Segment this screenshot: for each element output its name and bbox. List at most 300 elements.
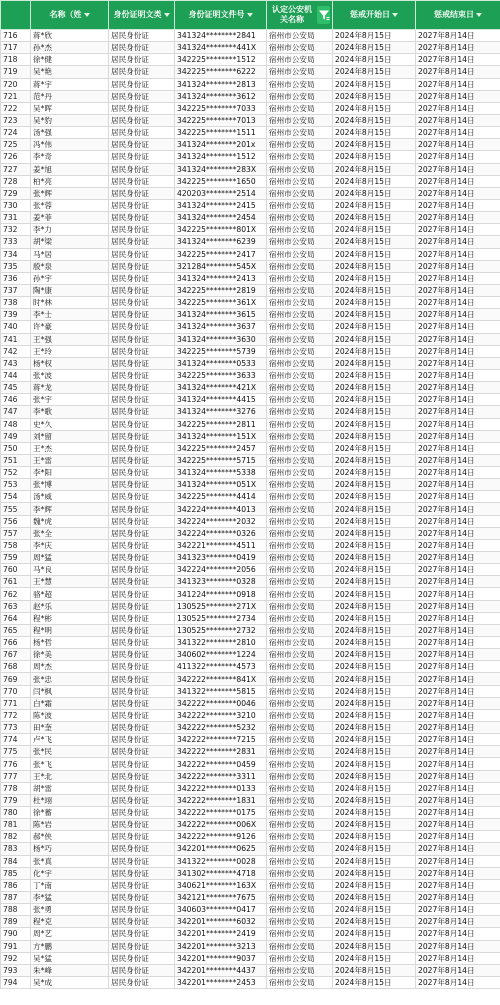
cell-start-date[interactable]: 2024年8月15日	[333, 891, 416, 903]
cell-authority[interactable]: 宿州市公安局	[267, 952, 333, 964]
table-row[interactable]	[1, 418, 500, 430]
cell-row-number[interactable]: 728	[1, 175, 31, 187]
cell-authority[interactable]: 宿州市公安局	[267, 321, 333, 333]
cell-row-number[interactable]: 790	[1, 928, 31, 940]
cell-authority[interactable]: 宿州市公安局	[267, 709, 333, 721]
cell-row-number[interactable]: 763	[1, 600, 31, 612]
table-row[interactable]	[1, 187, 500, 199]
cell-authority[interactable]: 宿州市公安局	[267, 369, 333, 381]
cell-row-number[interactable]: 743	[1, 357, 31, 369]
cell-end-date[interactable]: 2027年8月14日	[416, 163, 500, 175]
table-row[interactable]	[1, 42, 500, 54]
cell-person-name[interactable]: 周*猛	[31, 552, 109, 564]
cell-id-type[interactable]: 居民身份证	[109, 964, 175, 976]
table-row[interactable]	[1, 794, 500, 806]
cell-id-number[interactable]: 342222********006X	[175, 819, 267, 831]
cell-person-name[interactable]: 张*全	[31, 527, 109, 539]
table-row[interactable]	[1, 685, 500, 697]
cell-end-date[interactable]: 2027年8月14日	[416, 127, 500, 139]
cell-authority[interactable]: 宿州市公安局	[267, 212, 333, 224]
cell-person-name[interactable]: 闫*枫	[31, 685, 109, 697]
cell-id-type[interactable]: 居民身份证	[109, 78, 175, 90]
cell-id-type[interactable]: 居民身份证	[109, 163, 175, 175]
cell-id-number[interactable]: 342222********3210	[175, 709, 267, 721]
cell-authority[interactable]: 宿州市公安局	[267, 90, 333, 102]
cell-authority[interactable]: 宿州市公安局	[267, 552, 333, 564]
cell-authority[interactable]: 宿州市公安局	[267, 503, 333, 515]
cell-end-date[interactable]: 2027年8月14日	[416, 442, 500, 454]
table-row[interactable]	[1, 260, 500, 272]
cell-id-type[interactable]: 居民身份证	[109, 127, 175, 139]
table-row[interactable]	[1, 442, 500, 454]
cell-row-number[interactable]: 747	[1, 406, 31, 418]
cell-end-date[interactable]: 2027年8月14日	[416, 30, 500, 42]
cell-start-date[interactable]: 2024年8月15日	[333, 831, 416, 843]
cell-id-number[interactable]: 342121********7675	[175, 891, 267, 903]
cell-person-name[interactable]: 李*猛	[31, 891, 109, 903]
cell-id-type[interactable]: 居民身份证	[109, 879, 175, 891]
cell-person-name[interactable]: 张*忠	[31, 673, 109, 685]
cell-end-date[interactable]: 2027年8月14日	[416, 454, 500, 466]
cell-person-name[interactable]: 马*良	[31, 564, 109, 576]
cell-row-number[interactable]: 781	[1, 819, 31, 831]
cell-row-number[interactable]: 774	[1, 734, 31, 746]
table-row[interactable]	[1, 236, 500, 248]
cell-end-date[interactable]: 2027年8月14日	[416, 54, 500, 66]
cell-start-date[interactable]: 2024年8月15日	[333, 637, 416, 649]
cell-end-date[interactable]: 2027年8月14日	[416, 66, 500, 78]
table-row[interactable]	[1, 54, 500, 66]
cell-start-date[interactable]: 2024年8月15日	[333, 758, 416, 770]
cell-end-date[interactable]: 2027年8月14日	[416, 418, 500, 430]
cell-row-number[interactable]: 732	[1, 224, 31, 236]
cell-end-date[interactable]: 2027年8月14日	[416, 734, 500, 746]
header-end-date[interactable]	[416, 1, 500, 30]
table-row[interactable]	[1, 357, 500, 369]
cell-end-date[interactable]: 2027年8月14日	[416, 673, 500, 685]
cell-id-number[interactable]: 341322********2810	[175, 637, 267, 649]
cell-person-name[interactable]: 吴*豹	[31, 114, 109, 126]
cell-id-number[interactable]: 342222********0459	[175, 758, 267, 770]
table-row[interactable]	[1, 369, 500, 381]
cell-id-type[interactable]: 居民身份证	[109, 831, 175, 843]
cell-authority[interactable]: 宿州市公安局	[267, 382, 333, 394]
cell-id-type[interactable]: 居民身份证	[109, 734, 175, 746]
cell-end-date[interactable]: 2027年8月14日	[416, 879, 500, 891]
cell-id-number[interactable]: 341324********1512	[175, 151, 267, 163]
cell-start-date[interactable]: 2024年8月15日	[333, 297, 416, 309]
cell-start-date[interactable]: 2024年8月15日	[333, 212, 416, 224]
cell-row-number[interactable]: 773	[1, 722, 31, 734]
cell-authority[interactable]: 宿州市公安局	[267, 782, 333, 794]
table-row[interactable]	[1, 770, 500, 782]
cell-start-date[interactable]: 2024年8月15日	[333, 649, 416, 661]
cell-id-type[interactable]: 居民身份证	[109, 661, 175, 673]
cell-id-number[interactable]: 341323********0419	[175, 552, 267, 564]
table-row[interactable]	[1, 964, 500, 976]
cell-id-type[interactable]: 居民身份证	[109, 357, 175, 369]
cell-id-type[interactable]: 居民身份证	[109, 199, 175, 211]
cell-person-name[interactable]: 姜*菲	[31, 212, 109, 224]
cell-end-date[interactable]: 2027年8月14日	[416, 42, 500, 54]
cell-end-date[interactable]: 2027年8月14日	[416, 928, 500, 940]
cell-authority[interactable]: 宿州市公安局	[267, 175, 333, 187]
cell-authority[interactable]: 宿州市公安局	[267, 345, 333, 357]
table-row[interactable]	[1, 139, 500, 151]
cell-person-name[interactable]: 史*久	[31, 418, 109, 430]
cell-id-number[interactable]: 342222********5232	[175, 722, 267, 734]
cell-person-name[interactable]: 魏*虎	[31, 515, 109, 527]
cell-start-date[interactable]: 2024年8月15日	[333, 321, 416, 333]
chevron-down-icon[interactable]	[164, 13, 170, 17]
cell-row-number[interactable]: 762	[1, 588, 31, 600]
cell-end-date[interactable]: 2027年8月14日	[416, 151, 500, 163]
cell-end-date[interactable]: 2027年8月14日	[416, 527, 500, 539]
cell-id-number[interactable]: 342224********2056	[175, 564, 267, 576]
table-row[interactable]	[1, 734, 500, 746]
cell-start-date[interactable]: 2024年8月15日	[333, 819, 416, 831]
cell-start-date[interactable]: 2024年8月15日	[333, 175, 416, 187]
table-row[interactable]	[1, 673, 500, 685]
table-row[interactable]	[1, 333, 500, 345]
cell-id-number[interactable]: 341324********2413	[175, 272, 267, 284]
cell-start-date[interactable]: 2024年8月15日	[333, 139, 416, 151]
cell-end-date[interactable]: 2027年8月14日	[416, 114, 500, 126]
cell-id-type[interactable]: 居民身份证	[109, 454, 175, 466]
cell-id-type[interactable]: 居民身份证	[109, 904, 175, 916]
cell-start-date[interactable]: 2024年8月15日	[333, 612, 416, 624]
cell-row-number[interactable]: 784	[1, 855, 31, 867]
cell-start-date[interactable]: 2024年8月15日	[333, 697, 416, 709]
cell-authority[interactable]: 宿州市公安局	[267, 831, 333, 843]
cell-id-type[interactable]: 居民身份证	[109, 491, 175, 503]
cell-id-type[interactable]: 居民身份证	[109, 758, 175, 770]
cell-row-number[interactable]: 721	[1, 90, 31, 102]
cell-start-date[interactable]: 2024年8月15日	[333, 734, 416, 746]
cell-id-number[interactable]: 342201********2453	[175, 976, 267, 988]
cell-end-date[interactable]: 2027年8月14日	[416, 940, 500, 952]
cell-id-number[interactable]: 341324********2454	[175, 212, 267, 224]
cell-start-date[interactable]: 2024年8月15日	[333, 248, 416, 260]
cell-start-date[interactable]: 2024年8月15日	[333, 673, 416, 685]
cell-end-date[interactable]: 2027年8月14日	[416, 952, 500, 964]
cell-authority[interactable]: 宿州市公安局	[267, 637, 333, 649]
table-row[interactable]	[1, 782, 500, 794]
cell-authority[interactable]: 宿州市公安局	[267, 333, 333, 345]
table-row[interactable]	[1, 30, 500, 42]
cell-end-date[interactable]: 2027年8月14日	[416, 479, 500, 491]
cell-id-number[interactable]: 342225********2811	[175, 418, 267, 430]
cell-id-type[interactable]: 居民身份证	[109, 442, 175, 454]
cell-start-date[interactable]: 2024年8月15日	[333, 976, 416, 988]
cell-id-type[interactable]: 居民身份证	[109, 515, 175, 527]
cell-end-date[interactable]: 2027年8月14日	[416, 187, 500, 199]
cell-end-date[interactable]: 2027年8月14日	[416, 394, 500, 406]
table-row[interactable]	[1, 479, 500, 491]
cell-id-number[interactable]: 342225********1511	[175, 127, 267, 139]
cell-id-number[interactable]: 341324********5338	[175, 467, 267, 479]
cell-id-type[interactable]: 居民身份证	[109, 649, 175, 661]
cell-end-date[interactable]: 2027年8月14日	[416, 321, 500, 333]
cell-start-date[interactable]: 2024年8月15日	[333, 904, 416, 916]
cell-id-number[interactable]: 342201********3213	[175, 940, 267, 952]
cell-start-date[interactable]: 2024年8月15日	[333, 199, 416, 211]
table-row[interactable]	[1, 661, 500, 673]
cell-authority[interactable]: 宿州市公安局	[267, 224, 333, 236]
cell-person-name[interactable]: 姜*旭	[31, 163, 109, 175]
header-name[interactable]	[31, 1, 109, 30]
cell-person-name[interactable]: 王*雷	[31, 454, 109, 466]
cell-row-number[interactable]: 775	[1, 746, 31, 758]
cell-id-type[interactable]: 居民身份证	[109, 928, 175, 940]
cell-person-name[interactable]: 王*慧	[31, 576, 109, 588]
cell-id-number[interactable]: 342201********2419	[175, 928, 267, 940]
cell-id-number[interactable]: 341324********051X	[175, 479, 267, 491]
cell-authority[interactable]: 宿州市公安局	[267, 940, 333, 952]
cell-row-number[interactable]: 766	[1, 637, 31, 649]
cell-id-number[interactable]: 130525********271X	[175, 600, 267, 612]
chevron-down-icon[interactable]	[392, 13, 398, 17]
table-row[interactable]	[1, 916, 500, 928]
cell-authority[interactable]: 宿州市公安局	[267, 479, 333, 491]
cell-start-date[interactable]: 2024年8月15日	[333, 503, 416, 515]
cell-person-name[interactable]: 丁*南	[31, 879, 109, 891]
cell-authority[interactable]: 宿州市公安局	[267, 624, 333, 636]
cell-person-name[interactable]: 程*明	[31, 624, 109, 636]
cell-start-date[interactable]: 2024年8月15日	[333, 928, 416, 940]
cell-person-name[interactable]: 蒋*欣	[31, 30, 109, 42]
table-row[interactable]	[1, 952, 500, 964]
cell-row-number[interactable]: 746	[1, 394, 31, 406]
cell-authority[interactable]: 宿州市公安局	[267, 794, 333, 806]
cell-authority[interactable]: 宿州市公安局	[267, 564, 333, 576]
cell-authority[interactable]: 宿州市公安局	[267, 66, 333, 78]
cell-row-number[interactable]: 723	[1, 114, 31, 126]
cell-end-date[interactable]: 2027年8月14日	[416, 212, 500, 224]
cell-start-date[interactable]: 2024年8月15日	[333, 879, 416, 891]
cell-end-date[interactable]: 2027年8月14日	[416, 248, 500, 260]
cell-start-date[interactable]: 2024年8月15日	[333, 964, 416, 976]
cell-person-name[interactable]: 陈*岩	[31, 819, 109, 831]
cell-start-date[interactable]: 2024年8月15日	[333, 284, 416, 296]
cell-start-date[interactable]: 2024年8月15日	[333, 236, 416, 248]
cell-id-type[interactable]: 居民身份证	[109, 284, 175, 296]
cell-row-number[interactable]: 751	[1, 454, 31, 466]
cell-authority[interactable]: 宿州市公安局	[267, 139, 333, 151]
cell-end-date[interactable]: 2027年8月14日	[416, 406, 500, 418]
cell-person-name[interactable]: 蒋*宇	[31, 78, 109, 90]
table-row[interactable]	[1, 612, 500, 624]
cell-end-date[interactable]: 2027年8月14日	[416, 539, 500, 551]
cell-row-number[interactable]: 777	[1, 770, 31, 782]
cell-id-type[interactable]: 居民身份证	[109, 30, 175, 42]
cell-end-date[interactable]: 2027年8月14日	[416, 369, 500, 381]
cell-authority[interactable]: 宿州市公安局	[267, 309, 333, 321]
cell-row-number[interactable]: 748	[1, 418, 31, 430]
cell-row-number[interactable]: 791	[1, 940, 31, 952]
cell-start-date[interactable]: 2024年8月15日	[333, 394, 416, 406]
cell-authority[interactable]: 宿州市公安局	[267, 30, 333, 42]
cell-start-date[interactable]: 2024年8月15日	[333, 491, 416, 503]
cell-authority[interactable]: 宿州市公安局	[267, 418, 333, 430]
header-start-date[interactable]	[333, 1, 416, 30]
table-row[interactable]	[1, 321, 500, 333]
cell-id-number[interactable]: 342225********2457	[175, 442, 267, 454]
cell-authority[interactable]: 宿州市公安局	[267, 454, 333, 466]
cell-authority[interactable]: 宿州市公安局	[267, 260, 333, 272]
cell-id-type[interactable]: 居民身份证	[109, 369, 175, 381]
cell-id-type[interactable]: 居民身份证	[109, 807, 175, 819]
table-row[interactable]	[1, 940, 500, 952]
cell-person-name[interactable]: 化*宇	[31, 867, 109, 879]
cell-id-number[interactable]: 341324********151X	[175, 430, 267, 442]
cell-start-date[interactable]: 2024年8月15日	[333, 600, 416, 612]
cell-person-name[interactable]: 李*奇	[31, 151, 109, 163]
cell-person-name[interactable]: 田*奎	[31, 722, 109, 734]
cell-authority[interactable]: 宿州市公安局	[267, 187, 333, 199]
cell-start-date[interactable]: 2024年8月15日	[333, 588, 416, 600]
cell-authority[interactable]: 宿州市公安局	[267, 649, 333, 661]
cell-end-date[interactable]: 2027年8月14日	[416, 637, 500, 649]
cell-row-number[interactable]: 757	[1, 527, 31, 539]
table-row[interactable]	[1, 709, 500, 721]
cell-person-name[interactable]: 骆*超	[31, 588, 109, 600]
cell-end-date[interactable]: 2027年8月14日	[416, 552, 500, 564]
table-row[interactable]	[1, 212, 500, 224]
cell-authority[interactable]: 宿州市公安局	[267, 151, 333, 163]
cell-person-name[interactable]: 殷*泉	[31, 260, 109, 272]
cell-person-name[interactable]: 吴*猛	[31, 952, 109, 964]
cell-person-name[interactable]: 马*居	[31, 248, 109, 260]
cell-start-date[interactable]: 2024年8月15日	[333, 855, 416, 867]
cell-id-number[interactable]: 341324********3612	[175, 90, 267, 102]
cell-id-number[interactable]: 342225********6222	[175, 66, 267, 78]
cell-authority[interactable]: 宿州市公安局	[267, 199, 333, 211]
cell-id-type[interactable]: 居民身份证	[109, 952, 175, 964]
table-row[interactable]	[1, 637, 500, 649]
cell-authority[interactable]: 宿州市公安局	[267, 42, 333, 54]
cell-id-number[interactable]: 340602********1224	[175, 649, 267, 661]
cell-person-name[interactable]: 张*民	[31, 746, 109, 758]
cell-person-name[interactable]: 周*艺	[31, 928, 109, 940]
cell-row-number[interactable]: 769	[1, 673, 31, 685]
cell-end-date[interactable]: 2027年8月14日	[416, 819, 500, 831]
cell-authority[interactable]: 宿州市公安局	[267, 734, 333, 746]
table-row[interactable]	[1, 163, 500, 175]
cell-start-date[interactable]: 2024年8月15日	[333, 442, 416, 454]
cell-id-type[interactable]: 居民身份证	[109, 722, 175, 734]
table-row[interactable]	[1, 515, 500, 527]
cell-end-date[interactable]: 2027年8月14日	[416, 260, 500, 272]
cell-id-type[interactable]: 居民身份证	[109, 552, 175, 564]
cell-start-date[interactable]: 2024年8月15日	[333, 78, 416, 90]
cell-id-type[interactable]: 居民身份证	[109, 976, 175, 988]
cell-id-type[interactable]: 居民身份证	[109, 503, 175, 515]
cell-authority[interactable]: 宿州市公安局	[267, 406, 333, 418]
table-row[interactable]	[1, 503, 500, 515]
cell-row-number[interactable]: 750	[1, 442, 31, 454]
cell-row-number[interactable]: 740	[1, 321, 31, 333]
cell-authority[interactable]: 宿州市公安局	[267, 127, 333, 139]
cell-person-name[interactable]: 王*玲	[31, 345, 109, 357]
cell-row-number[interactable]: 722	[1, 102, 31, 114]
cell-person-name[interactable]: 孙*宇	[31, 272, 109, 284]
cell-row-number[interactable]: 735	[1, 260, 31, 272]
cell-id-type[interactable]: 居民身份证	[109, 187, 175, 199]
cell-start-date[interactable]: 2024年8月15日	[333, 30, 416, 42]
cell-id-type[interactable]: 居民身份证	[109, 90, 175, 102]
table-row[interactable]	[1, 406, 500, 418]
table-row[interactable]	[1, 527, 500, 539]
cell-id-number[interactable]: 342225********7013	[175, 114, 267, 126]
cell-id-number[interactable]: 342225********5739	[175, 345, 267, 357]
cell-end-date[interactable]: 2027年8月14日	[416, 612, 500, 624]
table-row[interactable]	[1, 297, 500, 309]
table-row[interactable]	[1, 855, 500, 867]
cell-end-date[interactable]: 2027年8月14日	[416, 831, 500, 843]
cell-authority[interactable]: 宿州市公安局	[267, 855, 333, 867]
cell-end-date[interactable]: 2027年8月14日	[416, 357, 500, 369]
cell-id-type[interactable]: 居民身份证	[109, 248, 175, 260]
cell-start-date[interactable]: 2024年8月15日	[333, 782, 416, 794]
table-row[interactable]	[1, 284, 500, 296]
cell-authority[interactable]: 宿州市公安局	[267, 697, 333, 709]
cell-end-date[interactable]: 2027年8月14日	[416, 661, 500, 673]
cell-start-date[interactable]: 2024年8月15日	[333, 467, 416, 479]
cell-authority[interactable]: 宿州市公安局	[267, 54, 333, 66]
cell-end-date[interactable]: 2027年8月14日	[416, 685, 500, 697]
table-row[interactable]	[1, 843, 500, 855]
cell-person-name[interactable]: 杨*巧	[31, 843, 109, 855]
cell-end-date[interactable]: 2027年8月14日	[416, 382, 500, 394]
cell-authority[interactable]: 宿州市公安局	[267, 78, 333, 90]
table-row[interactable]	[1, 539, 500, 551]
cell-id-type[interactable]: 居民身份证	[109, 527, 175, 539]
cell-end-date[interactable]: 2027年8月14日	[416, 843, 500, 855]
cell-person-name[interactable]: 张*飞	[31, 758, 109, 770]
cell-start-date[interactable]: 2024年8月15日	[333, 357, 416, 369]
cell-end-date[interactable]: 2027年8月14日	[416, 272, 500, 284]
cell-id-type[interactable]: 居民身份证	[109, 309, 175, 321]
cell-row-number[interactable]: 764	[1, 612, 31, 624]
cell-person-name[interactable]: 张*勇	[31, 904, 109, 916]
table-row[interactable]	[1, 491, 500, 503]
cell-id-number[interactable]: 411322********4573	[175, 661, 267, 673]
cell-id-number[interactable]: 341324********0533	[175, 357, 267, 369]
cell-end-date[interactable]: 2027年8月14日	[416, 515, 500, 527]
cell-id-number[interactable]: 342225********3633	[175, 369, 267, 381]
cell-id-number[interactable]: 342222********1831	[175, 794, 267, 806]
cell-end-date[interactable]: 2027年8月14日	[416, 794, 500, 806]
cell-id-number[interactable]: 130525********2734	[175, 612, 267, 624]
cell-start-date[interactable]: 2024年8月15日	[333, 685, 416, 697]
cell-id-type[interactable]: 居民身份证	[109, 139, 175, 151]
cell-id-number[interactable]: 342222********0133	[175, 782, 267, 794]
cell-end-date[interactable]: 2027年8月14日	[416, 746, 500, 758]
cell-end-date[interactable]: 2027年8月14日	[416, 904, 500, 916]
cell-start-date[interactable]: 2024年8月15日	[333, 369, 416, 381]
cell-person-name[interactable]: 程*彬	[31, 612, 109, 624]
cell-end-date[interactable]: 2027年8月14日	[416, 855, 500, 867]
cell-id-number[interactable]: 341324********3630	[175, 333, 267, 345]
cell-row-number[interactable]: 753	[1, 479, 31, 491]
cell-id-number[interactable]: 342225********5715	[175, 454, 267, 466]
cell-end-date[interactable]: 2027年8月14日	[416, 345, 500, 357]
cell-id-type[interactable]: 居民身份证	[109, 855, 175, 867]
cell-start-date[interactable]: 2024年8月15日	[333, 916, 416, 928]
cell-authority[interactable]: 宿州市公安局	[267, 891, 333, 903]
cell-authority[interactable]: 宿州市公安局	[267, 430, 333, 442]
